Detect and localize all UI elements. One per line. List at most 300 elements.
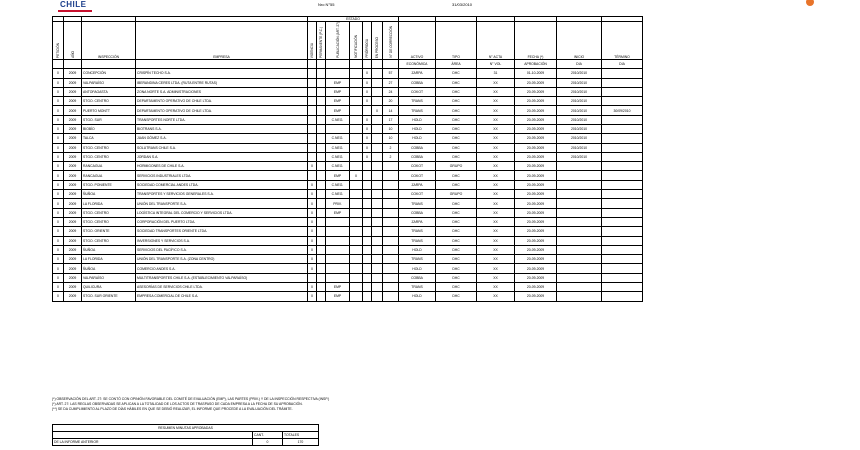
table-cell — [372, 180, 383, 189]
table-cell: TRANS — [399, 255, 436, 264]
table-cell — [372, 134, 383, 143]
table-cell: CRISPÍN TECHO S.A. — [136, 69, 308, 78]
table-cell — [317, 217, 326, 226]
column-header-label: AÑO — [70, 50, 75, 58]
table-cell: BIOBÍO — [82, 124, 136, 133]
table-cell: EMP — [326, 97, 350, 106]
report-number: Nro N°55 — [318, 2, 335, 7]
table-cell: DHC — [436, 124, 477, 133]
table-cell — [308, 78, 317, 87]
table-cell — [602, 134, 643, 143]
table-cell — [602, 124, 643, 133]
table-cell — [372, 255, 383, 264]
table-cell: DHC — [436, 143, 477, 152]
table-row — [53, 283, 643, 292]
table-cell: 2 — [383, 143, 399, 152]
table-cell: XX — [477, 273, 515, 282]
table-cell — [383, 217, 399, 226]
table-cell — [557, 208, 602, 217]
column-header: EMPRESA — [136, 22, 308, 60]
table-cell: ÑUÑOA — [82, 264, 136, 273]
table-cell — [317, 87, 326, 96]
table-cell: COKOT — [399, 171, 436, 180]
table-cell: XX — [477, 124, 515, 133]
table-cell: 0 — [53, 78, 64, 87]
table-cell: X — [308, 217, 317, 226]
table-row — [53, 78, 643, 87]
column-subheader — [53, 59, 64, 68]
table-cell: X — [308, 292, 317, 301]
table-cell — [308, 115, 317, 124]
table-cell: XX — [477, 292, 515, 301]
table-cell — [350, 180, 363, 189]
table-cell — [326, 236, 350, 245]
table-cell: X — [308, 162, 317, 171]
table-cell: DHC — [436, 264, 477, 273]
table-cell: XX — [477, 190, 515, 199]
table-cell: 2 — [383, 152, 399, 161]
summary-col-total: TOTALES — [283, 432, 319, 439]
summary-row-label: DE LA INFORME ANTERIOR — [53, 439, 253, 446]
table-cell — [317, 171, 326, 180]
table-cell: HOLD — [399, 264, 436, 273]
table-cell — [602, 171, 643, 180]
summary-table — [52, 424, 319, 446]
table-cell — [350, 245, 363, 254]
column-header-label: NOTIFICACIÓN — [354, 35, 358, 58]
table-cell — [350, 190, 363, 199]
table-cell — [372, 171, 383, 180]
table-cell — [363, 199, 372, 208]
table-cell: 17 — [383, 115, 399, 124]
table-cell: COKOT — [399, 162, 436, 171]
table-cell: TRANSPORTES NORTE LTDA. — [136, 115, 308, 124]
table-cell: X — [308, 283, 317, 292]
table-cell: ASESORÍAS DE SERVICIOS CHILE LTDA. — [136, 283, 308, 292]
table-cell — [557, 217, 602, 226]
table-cell: 0 — [53, 180, 64, 189]
report-date: 31/03/2010 — [452, 2, 473, 7]
table-cell — [602, 87, 643, 96]
table-cell: 2009 — [64, 245, 82, 254]
table-cell — [372, 152, 383, 161]
table-cell: XX — [477, 264, 515, 273]
table-cell: C.NEG. — [326, 134, 350, 143]
table-cell — [383, 171, 399, 180]
table-row — [53, 152, 643, 161]
table-cell: DHC — [436, 87, 477, 96]
table-cell — [308, 143, 317, 152]
table-cell — [602, 97, 643, 106]
column-subheader: ECONÓMICA — [399, 59, 436, 68]
table-cell: EMP — [326, 106, 350, 115]
table-cell — [317, 255, 326, 264]
table-cell: 20-09-2009 — [515, 124, 557, 133]
column-subheader — [317, 59, 326, 68]
table-cell: XX — [477, 217, 515, 226]
table-cell: XX — [477, 180, 515, 189]
table-cell — [350, 152, 363, 161]
table-cell — [602, 152, 643, 161]
table-cell: COBBA — [399, 273, 436, 282]
table-cell: X — [308, 208, 317, 217]
table-cell: STGO. CENTRO — [82, 208, 136, 217]
table-cell — [372, 87, 383, 96]
corner-logo-icon — [806, 0, 814, 6]
table-cell: 20-09-2009 — [515, 87, 557, 96]
column-header: INSPECCIÓN — [82, 22, 136, 60]
table-cell: XX — [477, 199, 515, 208]
table-cell: COBBA — [399, 208, 436, 217]
table-cell: 2010/2010 — [557, 78, 602, 87]
table-cell — [317, 134, 326, 143]
table-cell: MULTITRANSPORTES CHILE S.A. (ESTABLECIMIENTO VALPARAÍSO) — [136, 273, 308, 282]
table-cell: XX — [477, 227, 515, 236]
table-cell — [317, 180, 326, 189]
table-cell — [602, 273, 643, 282]
table-cell — [363, 283, 372, 292]
table-cell — [383, 208, 399, 217]
table-cell — [308, 87, 317, 96]
table-cell: X — [363, 134, 372, 143]
table-cell: XX — [477, 106, 515, 115]
table-cell: 20-09-2009 — [515, 190, 557, 199]
table-cell: 20 — [383, 97, 399, 106]
table-cell: DHC — [436, 180, 477, 189]
table-cell — [363, 264, 372, 273]
table-cell: 10 — [383, 124, 399, 133]
table-cell — [350, 208, 363, 217]
table-cell — [557, 283, 602, 292]
table-cell: 0 — [53, 124, 64, 133]
table-cell: X — [308, 180, 317, 189]
table-cell — [363, 292, 372, 301]
table-cell: C.NEG. — [326, 152, 350, 161]
table-cell: 0 — [53, 292, 64, 301]
table-cell — [350, 87, 363, 96]
table-cell: 2009 — [64, 264, 82, 273]
table-cell — [308, 273, 317, 282]
table-cell — [363, 227, 372, 236]
table-cell: 20-09-2009 — [515, 162, 557, 171]
summary-col-cant: CANT. — [253, 432, 283, 439]
table-cell: COBBA — [399, 78, 436, 87]
table-cell — [350, 134, 363, 143]
table-cell — [326, 255, 350, 264]
table-cell — [308, 152, 317, 161]
table-cell: DHC — [436, 236, 477, 245]
table-cell: XX — [477, 143, 515, 152]
column-subheader — [308, 59, 317, 68]
table-cell — [350, 162, 363, 171]
table-cell: XX — [477, 283, 515, 292]
column-header-label: PETICIÓN — [56, 42, 60, 58]
table-cell — [363, 162, 372, 171]
column-header-label: PRÓRROGA — [365, 39, 369, 58]
column-header: TÉRMINO — [602, 22, 643, 60]
table-cell: UNIÓN DEL TRANSPORTE S.A. (ZONA CENTRO) — [136, 255, 308, 264]
table-cell: 0 — [53, 69, 64, 78]
table-cell: 20-09-2009 — [515, 152, 557, 161]
table-cell: EMP — [326, 78, 350, 87]
table-cell: DHC — [436, 208, 477, 217]
table-cell: 20-09-2009 — [515, 171, 557, 180]
table-cell: DHC — [436, 78, 477, 87]
table-cell: DHC — [436, 97, 477, 106]
table-cell: ÑUÑOA — [82, 190, 136, 199]
table-cell — [308, 171, 317, 180]
table-cell: C.NEG. — [326, 162, 350, 171]
table-cell: CORPORACIÓN DEL PUERTO LTDA. — [136, 217, 308, 226]
table-cell — [317, 292, 326, 301]
table-cell: SOCIEDAD TRANSPORTES ORIENTE LTDA. — [136, 227, 308, 236]
table-cell: DHC — [436, 115, 477, 124]
table-cell: XX — [477, 152, 515, 161]
table-cell: 20-09-2009 — [515, 199, 557, 208]
table-cell: ANTOFAGASTA — [82, 87, 136, 96]
table-cell: 20-09-2009 — [515, 106, 557, 115]
table-cell: DHC — [436, 273, 477, 282]
table-cell: 2009 — [64, 171, 82, 180]
table-cell — [317, 152, 326, 161]
table-cell: 0 — [53, 217, 64, 226]
table-cell — [602, 217, 643, 226]
table-cell: EMP — [326, 283, 350, 292]
table-cell — [602, 264, 643, 273]
table-cell: 30/09/2010 — [602, 106, 643, 115]
table-cell — [602, 236, 643, 245]
table-cell: X — [363, 97, 372, 106]
column-header — [317, 22, 326, 60]
table-cell: 31 — [477, 69, 515, 78]
brand-logo: CHILE — [60, 0, 87, 9]
table-cell — [372, 273, 383, 282]
table-cell — [602, 115, 643, 124]
column-header — [383, 22, 399, 60]
table-cell: 2009 — [64, 69, 82, 78]
table-cell — [350, 97, 363, 106]
table-cell: 20-09-2009 — [515, 134, 557, 143]
table-cell: SERVICIOS INDUSTRIALES LTDA. — [136, 171, 308, 180]
table-cell — [372, 143, 383, 152]
table-cell — [383, 227, 399, 236]
table-cell — [602, 208, 643, 217]
table-cell: CONCEPCIÓN — [82, 69, 136, 78]
table-cell: 2010/2010 — [557, 106, 602, 115]
table-cell: ÑUÑOA — [82, 245, 136, 254]
table-cell — [363, 106, 372, 115]
table-cell — [602, 190, 643, 199]
table-cell: PUERTO MONTT — [82, 106, 136, 115]
table-cell: ZARPA — [399, 217, 436, 226]
table-cell: 2009 — [64, 143, 82, 152]
table-cell: 20-09-2009 — [515, 208, 557, 217]
table-cell: DHC — [436, 227, 477, 236]
summary-row-cant: 0 — [253, 439, 283, 446]
table-cell — [372, 264, 383, 273]
table-cell — [308, 124, 317, 133]
table-cell — [363, 208, 372, 217]
table-cell: 20-09-2009 — [515, 236, 557, 245]
table-cell — [602, 255, 643, 264]
column-header: TIPO — [436, 22, 477, 60]
table-cell: 20-09-2009 — [515, 115, 557, 124]
column-subheader: APROBACIÓN — [515, 59, 557, 68]
table-cell: XX — [477, 78, 515, 87]
table-cell: X — [308, 227, 317, 236]
table-row — [53, 292, 643, 301]
table-cell — [383, 162, 399, 171]
table-cell: 20-09-2009 — [515, 143, 557, 152]
table-cell: DHC — [436, 106, 477, 115]
table-cell — [308, 97, 317, 106]
table-cell — [363, 273, 372, 282]
table-cell: DHC — [436, 69, 477, 78]
table-cell: XX — [477, 236, 515, 245]
table-cell: VALPARAÍSO — [82, 78, 136, 87]
table-cell: 2009 — [64, 152, 82, 161]
column-header — [350, 22, 363, 60]
table-cell: 0 — [53, 87, 64, 96]
table-cell — [557, 199, 602, 208]
table-cell: 57 — [383, 69, 399, 78]
column-subheader: DIA — [557, 59, 602, 68]
table-cell — [317, 273, 326, 282]
table-cell — [372, 292, 383, 301]
table-cell: 2010/2010 — [557, 69, 602, 78]
table-cell — [372, 208, 383, 217]
table-cell: COBBA — [399, 152, 436, 161]
table-cell: 0 — [53, 97, 64, 106]
table-cell — [317, 190, 326, 199]
table-cell: 0 — [53, 227, 64, 236]
table-cell — [557, 236, 602, 245]
table-cell: DHC — [436, 283, 477, 292]
table-cell: 2009 — [64, 199, 82, 208]
table-row — [53, 162, 643, 171]
table-cell — [350, 78, 363, 87]
footnotes — [52, 397, 329, 412]
table-cell: X — [363, 143, 372, 152]
table-cell: 2009 — [64, 283, 82, 292]
table-row — [53, 143, 643, 152]
table-row — [53, 171, 643, 180]
table-cell — [602, 292, 643, 301]
table-cell: TRANS — [399, 227, 436, 236]
table-cell: XX — [477, 162, 515, 171]
table-cell: X — [363, 115, 372, 124]
table-cell: 0 — [53, 115, 64, 124]
column-header: FECHA (*) — [515, 22, 557, 60]
table-cell: TALCA — [82, 134, 136, 143]
table-cell — [557, 190, 602, 199]
table-cell — [308, 134, 317, 143]
table-cell: 01-10-2009 — [515, 69, 557, 78]
table-cell: C.NEG. — [326, 190, 350, 199]
table-cell: X — [308, 236, 317, 245]
table-cell — [317, 69, 326, 78]
table-cell: 2010/2010 — [557, 97, 602, 106]
table-cell: 2009 — [64, 180, 82, 189]
table-cell: X — [363, 78, 372, 87]
table-cell: HOLD — [399, 115, 436, 124]
footnote: (*) OBSERVACIÓN DEL ART. 27: SE CONTÓ CON OPINIÓN FAVORABLE DEL COMITÉ DE EVALUACIÓN (EMP), LAS PARTES (PRIV.) Y DE LA INSPECCIÓN RESPECTIVA (INSP.) — [52, 397, 330, 401]
footnote: (**) SE DA CUMPLIMIENTO AL PLAZO DE DÍAS HÁBILES EN QUE SE DEBIÓ REALIZAR, EL INFORME QUE PROCEDE A LA EVALUACIÓN DEL TRÁMITE. — [52, 407, 293, 411]
table-cell — [317, 162, 326, 171]
table-row — [53, 227, 643, 236]
table-cell — [372, 97, 383, 106]
table-cell: 2009 — [64, 134, 82, 143]
table-cell: XX — [477, 171, 515, 180]
table-cell: XX — [477, 115, 515, 124]
table-cell — [602, 283, 643, 292]
column-header-label: VIGENCIA — [310, 42, 314, 58]
column-subheader: N° VOL — [477, 59, 515, 68]
table-cell — [317, 199, 326, 208]
table-cell: 20-09-2009 — [515, 245, 557, 254]
table-cell: C.NEG. — [326, 115, 350, 124]
column-header-label: PERMANENTE (P.C.) — [319, 26, 323, 58]
table-cell: 0 — [53, 143, 64, 152]
table-cell: 2010/2010 — [557, 143, 602, 152]
column-header — [64, 22, 82, 60]
table-cell: X — [308, 199, 317, 208]
table-cell — [363, 190, 372, 199]
table-cell: XX — [477, 255, 515, 264]
table-cell: X — [308, 264, 317, 273]
table-cell — [308, 106, 317, 115]
table-cell: STGO. PONIENTE — [82, 180, 136, 189]
table-cell — [326, 227, 350, 236]
table-cell: STGO. CENTRO — [82, 236, 136, 245]
table-cell: TRANS — [399, 97, 436, 106]
table-cell — [602, 143, 643, 152]
table-cell: 14 — [383, 106, 399, 115]
table-cell: JORDAN S.A. — [136, 152, 308, 161]
table-cell — [372, 227, 383, 236]
column-header: N° ACTA — [477, 22, 515, 60]
table-cell: 20-09-2009 — [515, 97, 557, 106]
column-subheader — [64, 59, 82, 68]
table-cell: TRANS — [399, 283, 436, 292]
table-cell — [363, 217, 372, 226]
table-cell: JUAN GÓMEZ S.A. — [136, 134, 308, 143]
table-cell: 2010/2010 — [557, 87, 602, 96]
table-cell: DHC — [436, 245, 477, 254]
table-cell — [308, 69, 317, 78]
table-cell — [326, 124, 350, 133]
table-cell: DHC — [436, 217, 477, 226]
table-cell — [317, 283, 326, 292]
table-cell — [557, 264, 602, 273]
table-cell — [326, 69, 350, 78]
table-cell: X — [363, 124, 372, 133]
table-cell: DHC — [436, 152, 477, 161]
table-cell — [372, 115, 383, 124]
table-cell — [383, 264, 399, 273]
table-cell: X — [308, 255, 317, 264]
table-cell: 2010/2010 — [557, 124, 602, 133]
table-row — [53, 217, 643, 226]
table-cell: 20-09-2009 — [515, 283, 557, 292]
table-cell: C.NEG. — [326, 143, 350, 152]
table-cell — [350, 124, 363, 133]
table-cell: 20-09-2009 — [515, 264, 557, 273]
table-cell: RANCAGUA — [82, 171, 136, 180]
table-cell — [383, 245, 399, 254]
table-cell: 0 — [53, 236, 64, 245]
table-cell — [350, 236, 363, 245]
